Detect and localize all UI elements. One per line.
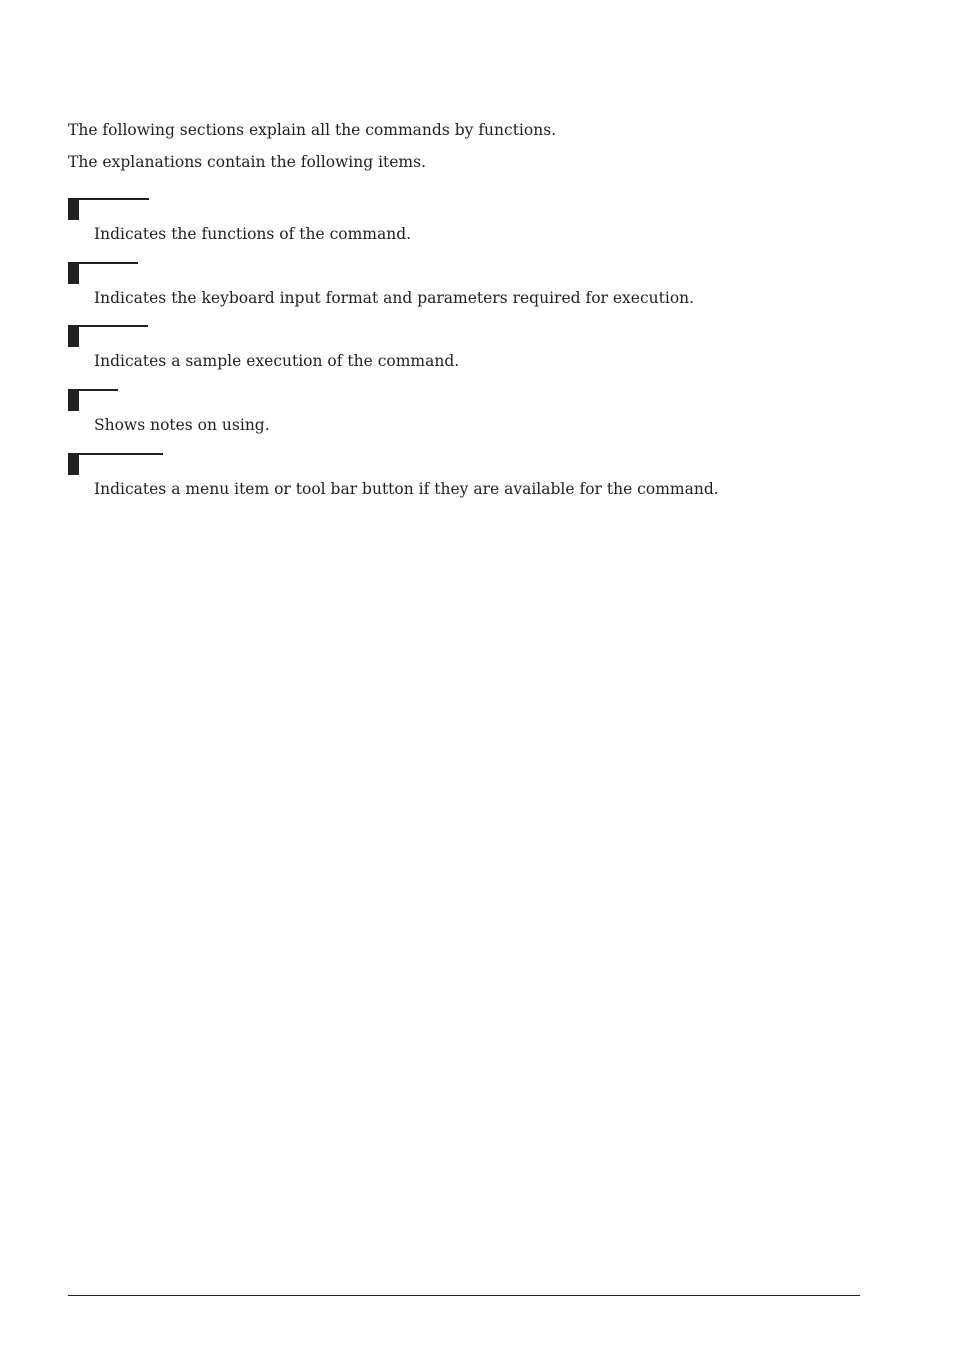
section-heading-rule	[79, 262, 138, 264]
section-heading-rule	[79, 325, 148, 327]
section-description: Indicates a sample execution of the command.	[94, 352, 460, 370]
section-description: Indicates the keyboard input format and parameters required for execution.	[94, 289, 695, 307]
intro-line-2: The explanations contain the following items.	[68, 153, 427, 171]
section-marker	[68, 453, 79, 475]
footer-divider	[68, 1295, 860, 1296]
intro-line-1: The following sections explain all the commands by functions.	[68, 121, 557, 139]
section-heading-rule	[79, 198, 149, 200]
section-marker	[68, 198, 79, 220]
section-description: Indicates a menu item or tool bar button if they are available for the command.	[94, 480, 719, 498]
section-marker	[68, 262, 79, 284]
section-description: Shows notes on using.	[94, 416, 270, 434]
section-heading-rule	[79, 389, 118, 391]
section-description: Indicates the functions of the command.	[94, 225, 412, 243]
section-marker	[68, 325, 79, 347]
section-heading-rule	[79, 453, 163, 455]
section-marker	[68, 389, 79, 411]
